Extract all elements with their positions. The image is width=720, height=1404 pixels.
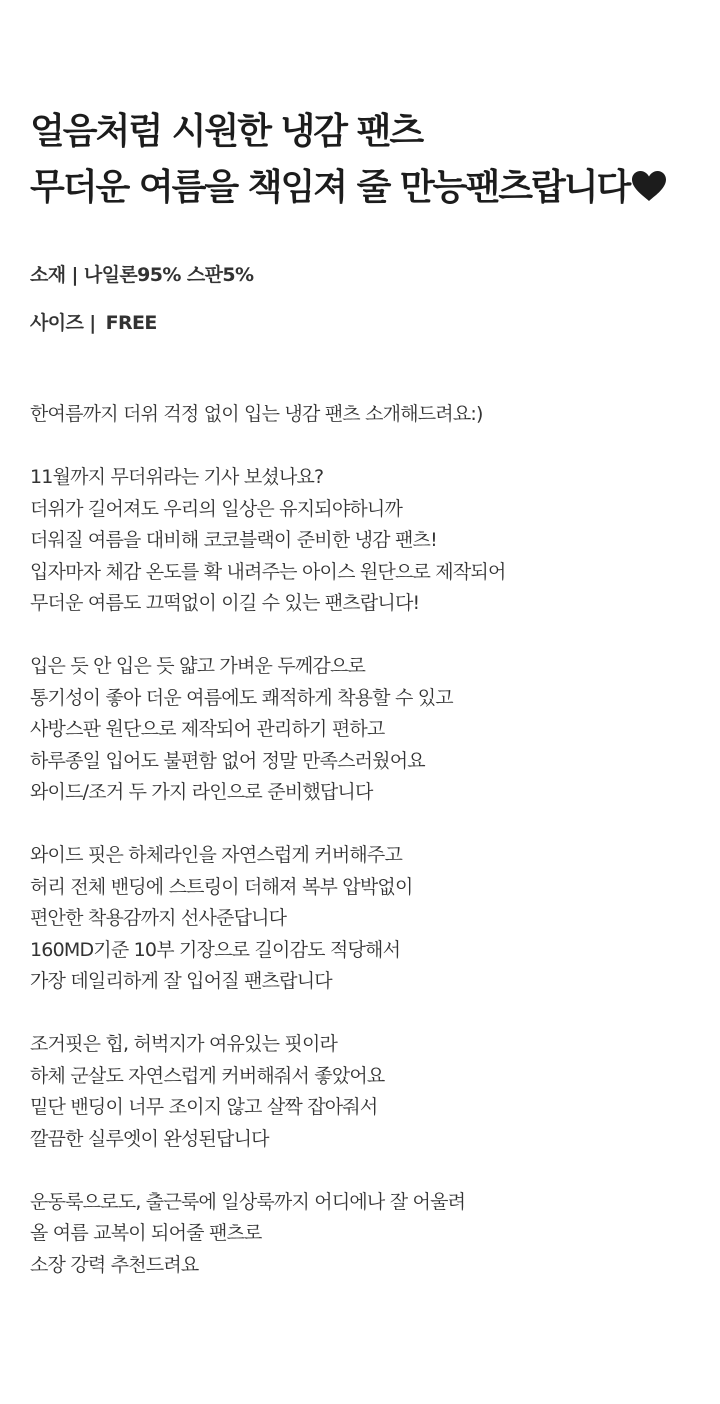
heart-icon: [631, 170, 667, 202]
description-line: 운동룩으로도, 출근룩에 일상룩까지 어디에나 잘 어울려: [30, 1190, 466, 1213]
description-line: 사방스판 원단으로 제작되어 관리하기 편하고: [30, 718, 385, 740]
description-paragraph-5: [30, 1187, 710, 1282]
description-line: 올 여름 교복이 되어줄 팬츠로: [30, 1222, 262, 1244]
headline-line-1: 얼음처럼 시원한 냉감 팬츠: [30, 111, 423, 152]
description-paragraph-1: [30, 462, 710, 620]
size-label: 사이즈: [30, 312, 84, 334]
description-line: 하루종일 입어도 불편함 없어 정말 만족스러웠어요: [30, 749, 425, 772]
description-paragraph-2: [30, 651, 710, 809]
material-label: 소재: [30, 264, 66, 286]
description-line: 입은 듯 안 입은 듯 얇고 가벼운 두께감으로: [30, 655, 366, 677]
headline-line-2: [30, 160, 720, 216]
description-line: 깔끔한 실루엣이 완성된답니다: [30, 1127, 269, 1150]
description-line: 와이드/조거 두 가지 라인으로 준비했답니다: [30, 781, 373, 803]
headline-line-2-text: 무더운 여름을 책임져 줄 만능팬츠랍니다: [30, 167, 630, 208]
spec-separator: |: [71, 264, 78, 286]
description-paragraph-3: [30, 840, 710, 998]
description-line: 하체 군살도 자연스럽게 커버해줘서 좋았어요: [30, 1064, 385, 1087]
description-paragraph-4: [30, 1029, 710, 1155]
description-line: 더위가 길어져도 우리의 일상은 유지되야하니까: [30, 497, 403, 520]
description-line: 와이드 핏은 하체라인을 자연스럽게 커버해주고: [30, 844, 403, 866]
spec-material: [30, 260, 253, 287]
description-line: 가장 데일리하게 잘 입어질 팬츠랍니다: [30, 970, 332, 992]
description-paragraph-intro: [30, 399, 710, 431]
page-title: [30, 104, 720, 216]
description-line: 한여름까지 더위 걱정 없이 입는 냉감 팬츠 소개해드려요:): [30, 403, 483, 425]
description-line: 허리 전체 밴딩에 스트링이 더해져 복부 압박없이: [30, 875, 413, 898]
size-value: FREE: [105, 312, 157, 334]
description-line: 무더운 여름도 끄떡없이 이길 수 있는 팬츠랍니다!: [30, 592, 420, 614]
description-line: 통기성이 좋아 더운 여름에도 쾌적하게 착용할 수 있고: [30, 686, 453, 709]
description-line: 11월까지 무더위라는 기사 보셨나요?: [30, 466, 324, 488]
description-line: 소장 강력 추천드려요: [30, 1253, 199, 1276]
description-line: 편안한 착용감까지 선사준답니다: [30, 907, 287, 929]
description-line: 밑단 밴딩이 너무 조이지 않고 살짝 잡아줘서: [30, 1096, 378, 1118]
spec-separator: |: [89, 312, 96, 334]
description-line: 160MD기준 10부 기장으로 길이감도 적당해서: [30, 938, 401, 961]
description-line: 더워질 여름을 대비해 코코블랙이 준비한 냉감 팬츠!: [30, 529, 437, 551]
description-line: 조거핏은 힙, 허벅지가 여유있는 핏이라: [30, 1033, 338, 1055]
description-line: 입자마자 체감 온도를 확 내려주는 아이스 원단으로 제작되어: [30, 560, 506, 583]
description-body: [30, 399, 710, 1313]
spec-size: [30, 308, 157, 335]
material-value: 나일론95% 스판5%: [83, 264, 254, 286]
